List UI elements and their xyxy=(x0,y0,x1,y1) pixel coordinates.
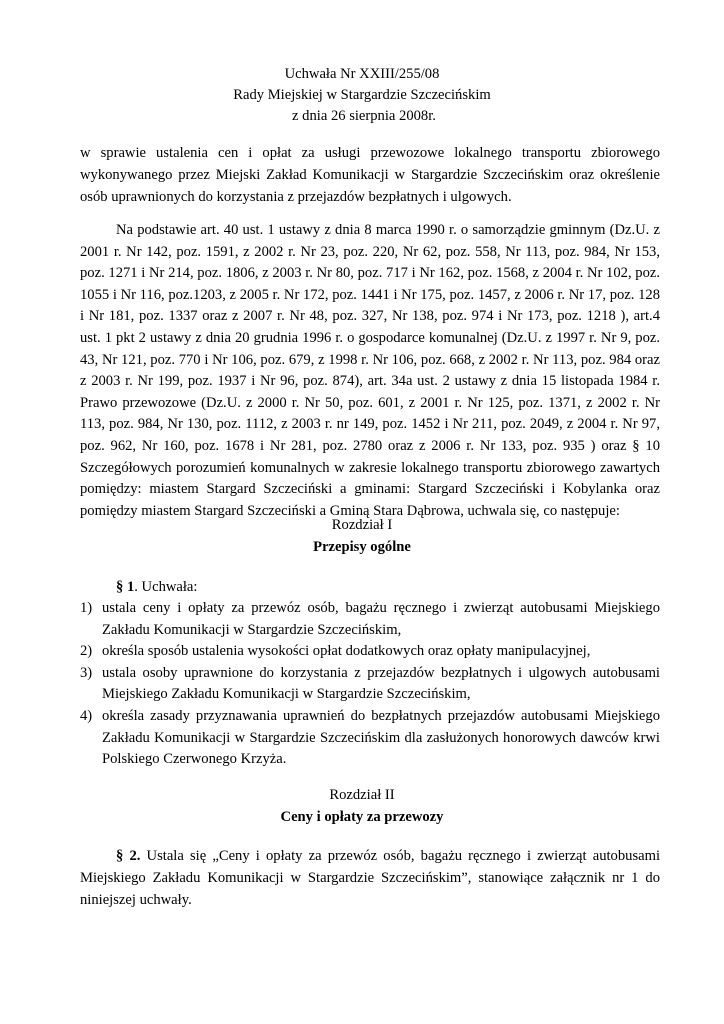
chapter-1-title: Przepisy ogólne xyxy=(313,539,411,555)
chapter-1-heading xyxy=(0,514,724,558)
section-1-intro: . Uchwała: xyxy=(134,579,198,595)
list-item xyxy=(80,663,660,706)
section-1-heading xyxy=(116,576,197,598)
list-item-number: 1) xyxy=(80,600,93,616)
list-item-number: 4) xyxy=(80,707,93,724)
section-1-list xyxy=(80,598,660,771)
list-item-text: określa sposób ustalenia wysokości opłat dodatkowych oraz opłaty manipulacyjnej, xyxy=(102,643,591,660)
section-2-mark: § 2. xyxy=(116,848,141,864)
chapter-1-label: Rozdział I xyxy=(331,517,393,533)
resolution-date: z dnia 26 sierpnia 2008r. xyxy=(292,108,436,124)
list-item xyxy=(80,706,660,771)
council-name: Rady Miejskiej w Stargardzie Szczecińskim xyxy=(233,87,491,103)
section-2-paragraph xyxy=(80,846,660,911)
document-header xyxy=(0,64,724,127)
list-item-text: ustala osoby uprawnione do korzystania z przejazdów bezpłatnych i ulgowych autobusami Miejskiego Zakładu Komunikacji w Stargardzie Szczecińskim, xyxy=(102,664,660,703)
legal-basis-paragraph: Na podstawie art. 40 ust. 1 ustawy z dnia 8 marca 1990 r. o samorządzie gminnym (Dz.U. z 2001 r. Nr 142, poz. 1591, z 2002 r. Nr 23, poz. 220, Nr 62, poz. 558, Nr 113, poz. 984, Nr 153, poz. 1271 i Nr 214, poz. 1806, z 2003 r. Nr 80, poz. 717 i Nr 162, poz. 1568, z 2004 r. Nr 102, poz. 1055 i Nr 116, poz.1203, z 2005 r. Nr 172, poz. 1441 i Nr 175, poz. 1457, z 2006 r. Nr 17, poz. 128 i Nr 181, poz. 1337 oraz z 2007 r. Nr 48, poz. 327, Nr 138, poz. 974 i Nr 173, poz. 1218 ), art.4 ust. 1 pkt 2 ustawy z dnia 20 grudnia 1996 r. o gospodarce komunalnej (Dz.U. z 1997 r. Nr 9, poz. 43, Nr 121, poz. 770 i Nr 106, poz. 679, z 1998 r. Nr 106, poz. 668, z 2002 r. Nr 113, poz. 984 oraz z 2003 r. Nr 199, poz. 1937 i Nr 96, poz. 874), art. 34a ust. 2 ustawy z dnia 15 listopada 1984 r. Prawo przewozowe (Dz.U. z 2000 r. Nr 50, poz. 601, z 2001 r. Nr 125, poz. 1371, z 2002 r. Nr 113, poz. 984, Nr 130, poz. 1112, z 2003 r. nr 149, poz. 1452 i Nr 211, poz. 2049, z 2004 r. Nr 97, poz. 962, Nr 160, poz. 1678 i Nr 281, poz. 2780 oraz z 2006 r. Nr 133, poz. 935 ) oraz § 10 Szczegółowych porozumień komunalnych w zakresie lokalnego transportu zbiorowego zawartych pomiędzy: miastem Stargard Szczeciński a gminami: Stargard Szczeciński i Kobylanka oraz pomiędzy miastem Stargard Szczeciński a Gminą Stara Dąbrowa, uchwala się, co następuje: xyxy=(80,222,660,519)
chapter-2-title: Ceny i opłaty za przewozy xyxy=(280,809,444,825)
chapter-2-label: Rozdział II xyxy=(329,787,395,803)
list-item xyxy=(80,598,660,641)
chapter-2-heading xyxy=(0,784,724,828)
list-item-number: 2) xyxy=(80,643,93,660)
section-1-mark: § 1 xyxy=(116,579,135,595)
resolution-number: Uchwała Nr XXIII/255/08 xyxy=(284,66,440,82)
list-item-number: 3) xyxy=(80,664,93,681)
list-item-text: ustala ceny i opłaty za przewóz osób, bagażu ręcznego i zwierząt autobusami Miejskiego Zakładu Komunikacji w Stargardzie Szczecińskim, xyxy=(102,600,660,638)
list-item-text: określa zasady przyznawania uprawnień do bezpłatnych przejazdów autobusami Miejskiego Zakładu Komunikacji w Stargardzie Szczecińskim dla zasłużonych honorowych dawców krwi Polskiego Czerwonego Krzyża. xyxy=(102,707,660,768)
section-2-text: Ustala się „Ceny i opłaty za przewóz osób, bagażu ręcznego i zwierząt autobusami Miejskiego Zakładu Komunikacji w Stargardzie Szczecińskim”, stanowiące załącznik nr 1 do niniejszej uchwały. xyxy=(80,848,661,908)
resolution-subject: w sprawie ustalenia cen i opłat za usługi przewozowe lokalnego transportu zbiorowego wykonywanego przez Miejski Zakład Komunikacji w Stargardzie Szczecińskim oraz określenie osób uprawnionych do korzystania z przejazdów bezpłatnych i ulgowych. xyxy=(80,145,660,205)
list-item xyxy=(80,641,660,663)
